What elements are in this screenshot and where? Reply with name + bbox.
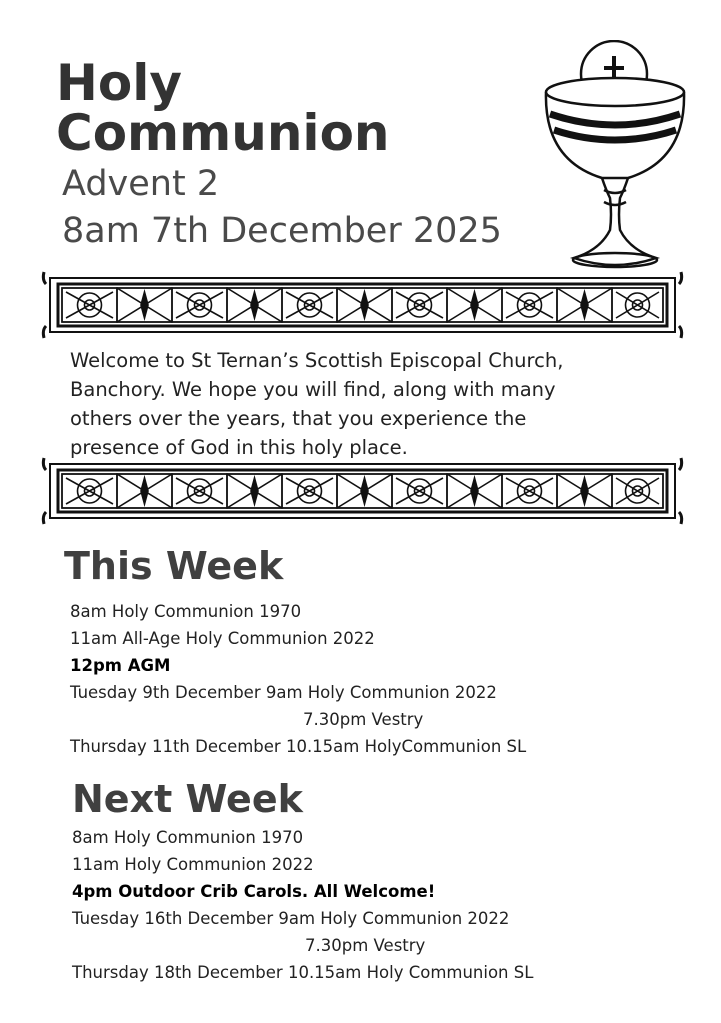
list-item: 7.30pm Vestry [303,710,424,729]
welcome-paragraph [70,346,685,462]
list-item: Tuesday 9th December 9am Holy Communion 2022 [70,683,497,702]
next-week-list [72,824,533,986]
list-item: Thursday 11th December 10.15am HolyCommunion SL [70,737,527,756]
welcome-line: presence of God in this holy place. [70,436,408,459]
ornamental-border-bottom [40,456,685,526]
list-item-crib-carols: 4pm Outdoor Crib Carols. All Welcome! [72,882,436,901]
list-item: 7.30pm Vestry [305,936,426,955]
list-item: Tuesday 16th December 9am Holy Communion 2022 [72,909,510,928]
list-item: Thursday 18th December 10.15am Holy Communion SL [72,963,534,982]
welcome-line: Welcome to St Ternan’s Scottish Episcopal Church, [70,349,564,372]
list-item: 8am Holy Communion 1970 [70,602,302,621]
welcome-line: others over the years, that you experience the [70,407,527,430]
subtitle-advent: Advent 2 [62,164,220,204]
title-line-holy: Holy [56,54,182,112]
this-week-list [70,598,526,760]
chalice-icon [540,40,690,272]
ornamental-border-top [40,270,685,340]
welcome-line: Banchory. We hope you will find, along with many [70,378,556,401]
subtitle-date: 8am 7th December 2025 [62,211,502,251]
next-week-heading: Next Week [72,777,303,821]
list-item: 11am Holy Communion 2022 [72,855,314,874]
list-item: 8am Holy Communion 1970 [72,828,304,847]
list-item: 11am All-Age Holy Communion 2022 [70,629,375,648]
list-item-agm: 12pm AGM [70,656,171,675]
this-week-heading: This Week [64,544,284,588]
title-line-communion: Communion [56,104,390,162]
